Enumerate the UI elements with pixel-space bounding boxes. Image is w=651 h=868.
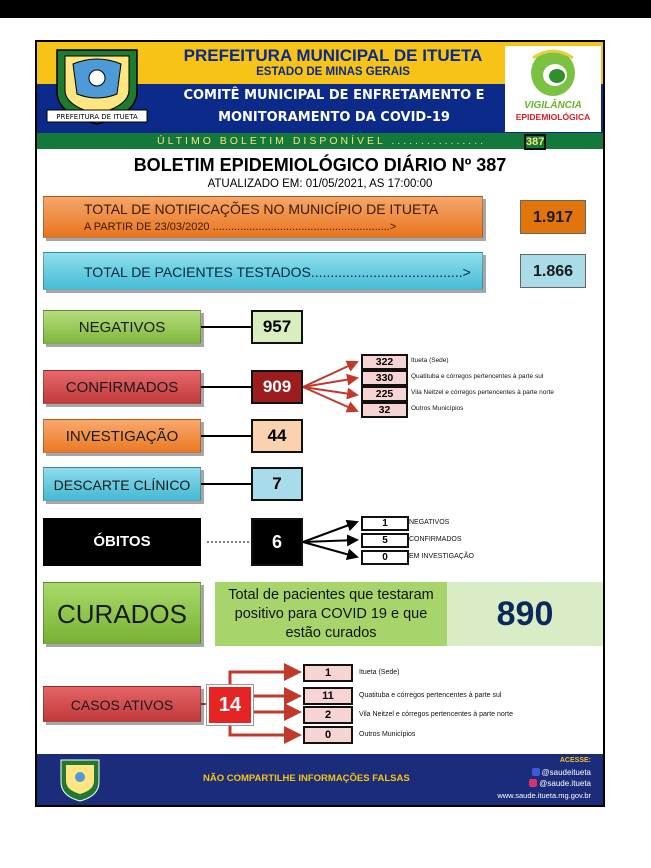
deaths-negative-value: 1 bbox=[361, 516, 409, 531]
bulletin-document bbox=[35, 40, 605, 807]
cured-description: Total de pacientes que testaram positivo para COVID 19 e que estão curados bbox=[215, 582, 447, 646]
confirmed-sede-label: Itueta (Sede) bbox=[411, 357, 449, 364]
notifications-since: A PARTIR DE 23/03/2020 ..........................................................> bbox=[84, 221, 397, 233]
last-bulletin-label: ÚLTIMO BOLETIM DISPONÍVEL ................ bbox=[157, 135, 487, 147]
access-label: ACESSE: bbox=[559, 757, 591, 764]
website-link[interactable]: www.saude.itueta.mg.gov.br bbox=[497, 791, 591, 800]
discard-value: 7 bbox=[251, 467, 303, 501]
confirmed-norte-value: 225 bbox=[361, 386, 408, 402]
deaths-label: ÓBITOS bbox=[43, 518, 201, 566]
active-value: 14 bbox=[207, 685, 253, 725]
state-subtitle: ESTADO DE MINAS GERAIS bbox=[256, 66, 410, 78]
active-outros-value: 0 bbox=[303, 726, 353, 744]
footer-crest-icon bbox=[55, 756, 105, 804]
tested-value: 1.866 bbox=[520, 254, 586, 288]
confirmed-sul-label: Quatituba e córregos pertencentes à parte sul bbox=[411, 373, 544, 380]
facebook-handle: @saudeitueta bbox=[541, 768, 591, 777]
active-outros-label: Outros Municípios bbox=[359, 731, 416, 738]
notifications-label: TOTAL DE NOTIFICAÇÕES NO MUNICÍPIO DE ITUETA bbox=[84, 201, 439, 217]
investigation-label: INVESTIGAÇÃO bbox=[43, 419, 201, 453]
confirmed-outros-label: Outros Municípios bbox=[411, 405, 464, 412]
instagram-icon bbox=[529, 779, 537, 787]
cured-label: CURADOS bbox=[43, 582, 201, 644]
updated-timestamp: ATUALIZADO EM: 01/05/2021, AS 17:00:00 bbox=[207, 178, 433, 190]
tested-label: TOTAL DE PACIENTES TESTADOS.......................................> bbox=[84, 264, 471, 280]
prefeitura-title: PREFEITURA MUNICIPAL DE ITUETA bbox=[183, 46, 483, 65]
active-norte-value: 2 bbox=[303, 706, 353, 724]
negatives-label: NEGATIVOS bbox=[43, 310, 201, 344]
investigation-value: 44 bbox=[251, 419, 303, 453]
bulletin-title: BOLETIM EPIDEMIOLÓGICO DIÁRIO Nº 387 bbox=[133, 155, 507, 175]
facebook-icon bbox=[532, 768, 540, 776]
active-sul-value: 11 bbox=[303, 687, 353, 705]
confirmed-value: 909 bbox=[251, 370, 303, 404]
discard-label: DESCARTE CLÍNICO bbox=[43, 467, 201, 501]
cured-value: 890 bbox=[447, 582, 603, 646]
deaths-value: 6 bbox=[251, 518, 303, 566]
crest-ribbon-text: PREFEITURA DE ITUETA bbox=[56, 113, 138, 121]
confirmed-outros-value: 32 bbox=[361, 402, 408, 418]
active-norte-label: Vila Neitzel e córregos pertencentes à parte norte bbox=[359, 711, 513, 718]
deaths-negative-label: NEGATIVOS bbox=[409, 519, 450, 526]
deaths-investigation-value: 0 bbox=[361, 550, 409, 565]
active-label: CASOS ATIVOS bbox=[43, 686, 201, 722]
active-sede-label: Itueta (Sede) bbox=[359, 669, 400, 676]
committee-line-2: MONITORAMENTO DA COVID-19 bbox=[218, 110, 450, 125]
top-black-bar bbox=[0, 0, 651, 18]
negatives-value: 957 bbox=[251, 310, 303, 344]
confirmed-sede-value: 322 bbox=[361, 354, 408, 370]
logo-text-epidemiologica: EPIDEMIOLÓGICA bbox=[515, 112, 591, 122]
instagram-link[interactable] bbox=[529, 779, 591, 788]
confirmed-label: CONFIRMADOS bbox=[43, 370, 201, 404]
committee-line-1: COMITÊ MUNICIPAL DE ENFRETAMENTO E bbox=[183, 88, 485, 103]
confirmed-fan-arrows bbox=[303, 362, 357, 411]
logo-text-vigilancia: VIGILÂNCIA bbox=[524, 100, 582, 111]
confirmed-norte-label: Vila Neitzel e córregos pertencentes à parte norte bbox=[411, 389, 554, 396]
confirmed-sul-value: 330 bbox=[361, 370, 408, 386]
active-sul-label: Quatituba e córregos pertencentes à parte sul bbox=[359, 692, 502, 699]
notifications-value: 1.917 bbox=[520, 200, 586, 234]
deaths-confirmed-value: 5 bbox=[361, 533, 409, 548]
instagram-handle: @saude.itueta bbox=[539, 779, 591, 788]
deaths-confirmed-label: CONFIRMADOS bbox=[409, 536, 462, 543]
footer-band bbox=[37, 754, 603, 807]
facebook-link[interactable] bbox=[532, 768, 592, 777]
fake-news-warning: NÃO COMPARTILHE INFORMAÇÕES FALSAS bbox=[203, 773, 410, 784]
deaths-fan-arrows bbox=[303, 522, 357, 557]
active-sede-value: 1 bbox=[303, 664, 353, 682]
deaths-investigation-label: EM INVESTIGAÇÃO bbox=[409, 553, 474, 560]
last-bulletin-number: 387 bbox=[526, 136, 545, 148]
